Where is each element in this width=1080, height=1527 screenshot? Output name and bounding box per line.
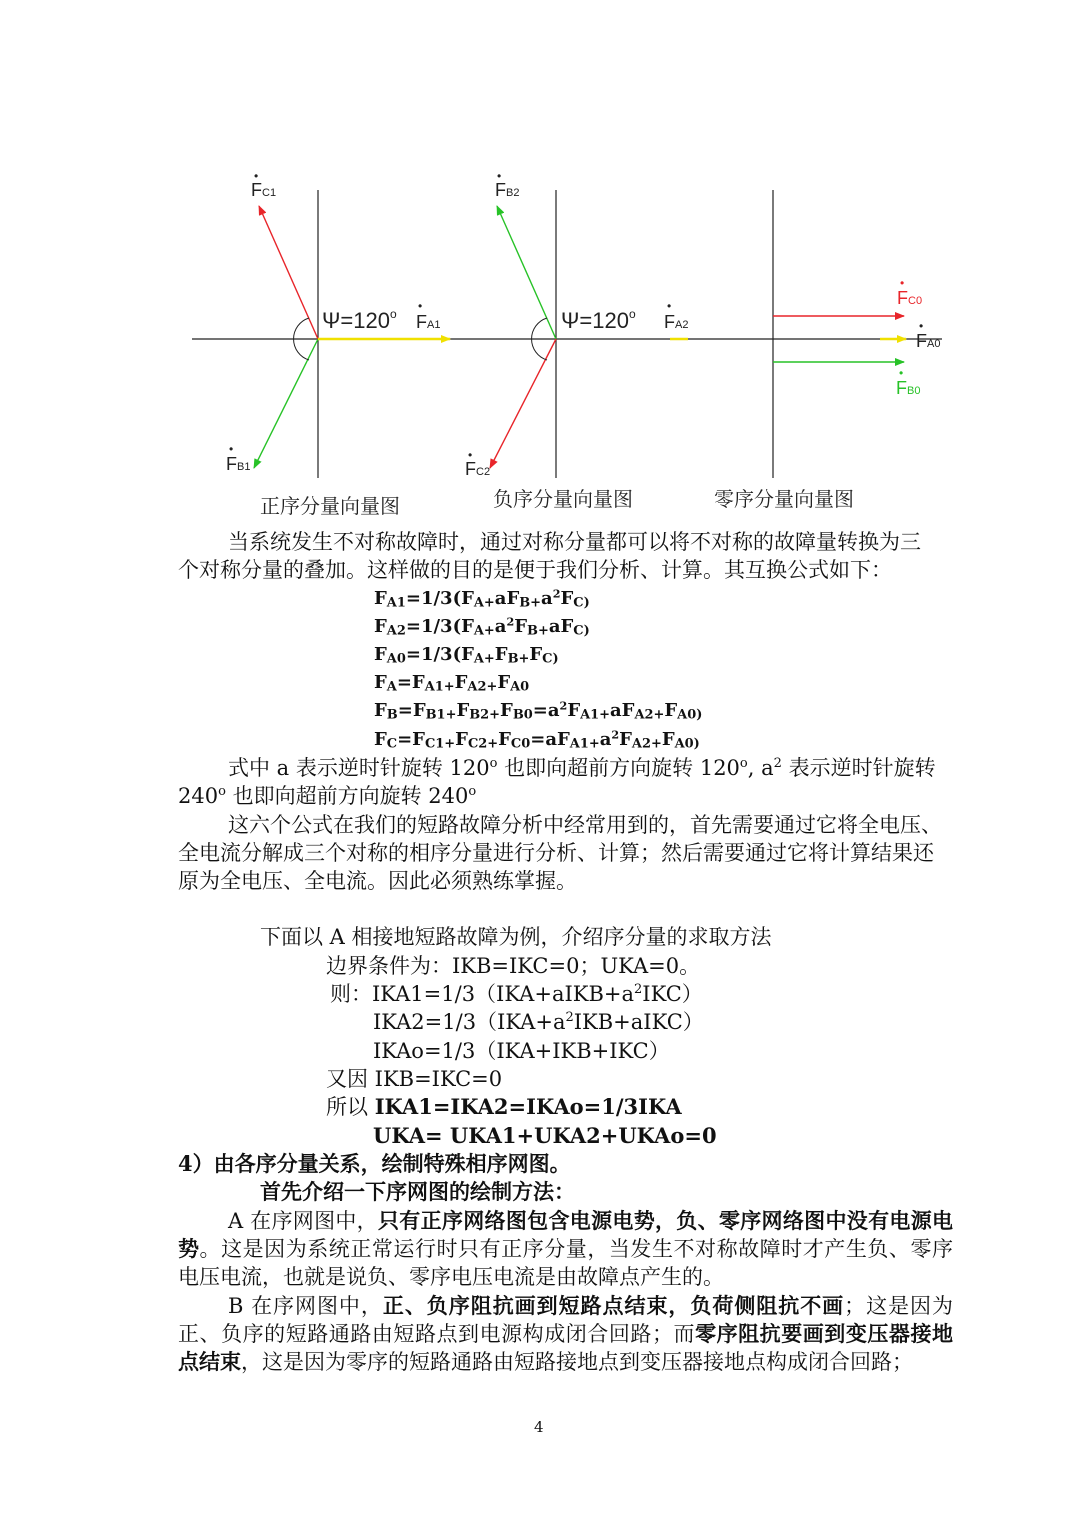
svg-text:FB2: FB2: [495, 180, 520, 200]
svg-text:•: •: [229, 442, 234, 456]
para2-line-2: 全电流分解成三个对称的相序分量进行分析、计算；然后需要通过它将计算结果还: [178, 841, 934, 865]
section4-subheading: 首先介绍一下序网图的绘制方法：: [260, 1179, 575, 1204]
label-fc1: [251, 169, 276, 200]
svg-text:•: •: [900, 276, 905, 290]
section4-paragraph-b: B 在序网图中，正、负序阻抗画到短路点结束，负荷侧阻抗不画；这是因为正、负序的短路通路由短路点到电源构成闭合回路；而零序阻抗要画到变压器接地点结束，这是因为零序的短路通路由短路接地点到变压器接地点构成闭合回路；: [178, 1293, 954, 1374]
svg-text:FA1: FA1: [416, 312, 441, 332]
psi-label-negative: $\Psi=120^o$: [561, 307, 636, 333]
label-fa2: [664, 299, 688, 332]
explain-line-1: 式中 a 表示逆时针旋转 120$^o$ 也即向超前方向旋转 120$^o$, $a^2$ 表示逆时针旋转: [228, 756, 936, 780]
vector-fb1: [254, 339, 318, 468]
formula-fa2: $F_{A2}=1/3(F_{A+}a^2F_{B+}aF_{C)}$: [374, 615, 590, 639]
svg-text:FA2: FA2: [664, 312, 689, 332]
sequence-vector-diagrams: [0, 0, 1080, 530]
section4-heading: 4）由各序分量关系，绘制特殊相序网图。: [178, 1151, 571, 1176]
caption-positive: 正序分量向量图: [260, 494, 400, 518]
svg-text:FC2: FC2: [465, 459, 491, 479]
svg-text:•: •: [919, 319, 924, 333]
svg-text:FA0: FA0: [916, 331, 941, 351]
intro-line-1: 当系统发生不对称故障时，通过对称分量都可以将不对称的故障量转换为三: [228, 530, 921, 554]
intro-line-2: 个对称分量的叠加。这样做的目的是便于我们分析、计算。其互换公式如下：: [178, 558, 892, 582]
para2-line-1: 这六个公式在我们的短路故障分析中经常用到的，首先需要通过它将全电压、: [228, 813, 942, 837]
formula-fa0: $F_{A0}=1/3(F_{A+}F_{B+}F_{C)}$: [374, 644, 559, 667]
label-fa1: [416, 299, 440, 332]
formula-fa1: $F_{A1}=1/3(F_{A+}aF_{B+}a^2F_{C)}$: [374, 587, 590, 611]
example-eq-3: IKAo=1/3（IKA+IKB+IKC）: [373, 1039, 670, 1063]
svg-text:•: •: [667, 299, 672, 313]
label-fb1: [226, 442, 250, 474]
example-boundary: 边界条件为：IKB=IKC=0；UKA=0。: [326, 954, 701, 978]
explain-line-2: 240$^o$ 也即向超前方向旋转 240$^o$: [178, 784, 477, 808]
vector-fc1: [259, 206, 318, 339]
label-fc0: [897, 276, 922, 308]
svg-text:FC0: FC0: [897, 288, 923, 308]
svg-text:FB0: FB0: [896, 378, 921, 398]
svg-text:FC1: FC1: [251, 180, 277, 200]
example-eq-1: 则：$IKA1=1/3(IKA+aIKB+a^2IKC)$: [330, 982, 703, 1006]
example-eq-4: 又因 IKB=IKC=0: [326, 1067, 503, 1091]
svg-text:FB1: FB1: [226, 454, 251, 474]
example-eq-5: 所以 IKA1=IKA2=IKAo=1/3IKA: [326, 1094, 682, 1119]
example-eq-2: $IKA2=1/3(IKA+a^2IKB+aIKC)$: [373, 1010, 704, 1034]
example-eq-6: UKA= UKA1+UKA2+UKAo=0: [373, 1123, 717, 1148]
psi-label-positive: $\Psi=120^o$: [322, 307, 397, 333]
section4-paragraph-a: A 在序网图中，只有正序网络图包含电源电势，负、零序网络图中没有电源电势。这是因为系统正常运行时只有正序分量，当发生不对称故障时才产生负、零序电压电流，也就是说负、零序电压电流是由故障点产生的。: [178, 1208, 954, 1289]
caption-negative: 负序分量向量图: [493, 487, 633, 511]
vector-fb2: [497, 206, 556, 339]
formula-fc: $F_C=F_{C1+}F_{C2+}F_{C0}=aF_{A1+}a^2F_{A2+}F_{A0)}$: [374, 728, 700, 752]
example-title: 下面以 A 相接地短路故障为例，介绍序分量的求取方法: [260, 925, 772, 949]
para2-line-3: 原为全电压、全电流。因此必须熟练掌握。: [178, 869, 577, 893]
vector-fc2: [490, 339, 556, 468]
svg-text:•: •: [254, 169, 259, 183]
formula-fb: $F_B=F_{B1+}F_{B2+}F_{B0}=a^2F_{A1+}aF_{A2+}F_{A0)}$: [374, 699, 703, 723]
formula-fa: $F_A=F_{A1+}F_{A2+}F_{A0}$: [374, 672, 530, 695]
label-fa0: [916, 319, 940, 351]
label-fb2: [495, 169, 519, 200]
svg-text:•: •: [468, 448, 473, 462]
svg-text:•: •: [899, 366, 904, 380]
label-fc2: [465, 448, 490, 479]
label-fb0: [896, 366, 920, 398]
page-number: 4: [534, 1418, 544, 1436]
svg-text:•: •: [418, 299, 423, 313]
svg-text:•: •: [497, 169, 502, 183]
caption-zero: 零序分量向量图: [714, 487, 854, 511]
